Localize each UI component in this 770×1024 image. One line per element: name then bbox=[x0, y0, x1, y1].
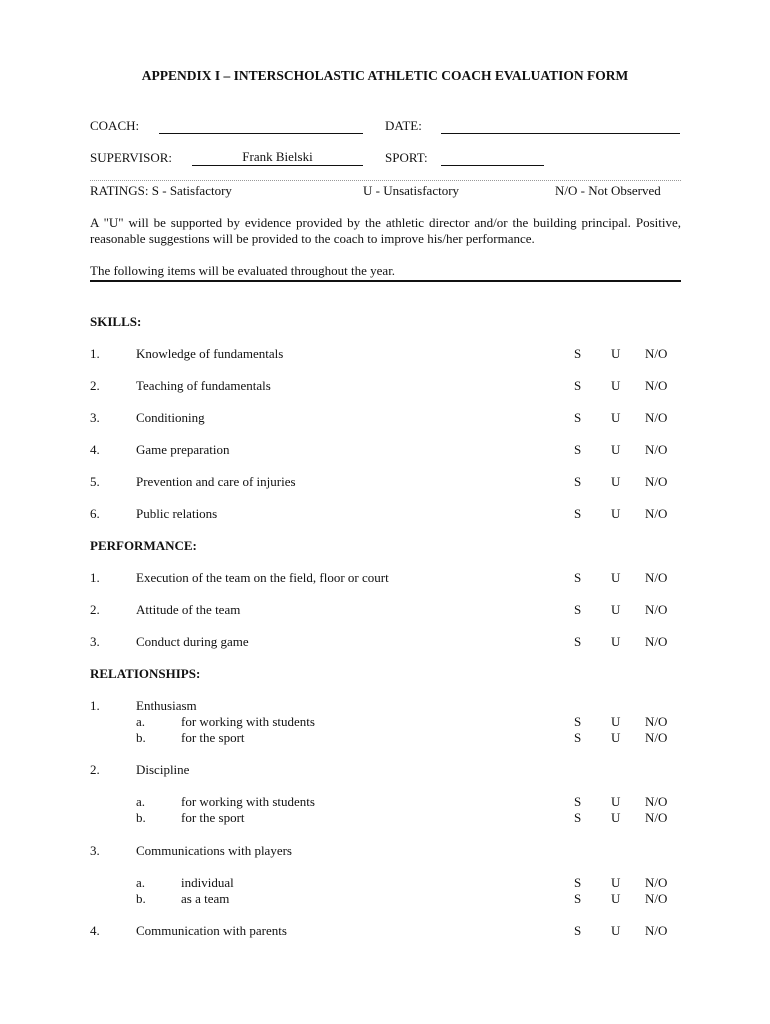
item-number: 2. bbox=[90, 602, 100, 617]
sub-item-letter: a. bbox=[136, 875, 146, 890]
item-number: 5. bbox=[90, 474, 100, 489]
item-label: Knowledge of fundamentals bbox=[136, 346, 284, 361]
rating-s-option[interactable]: S bbox=[574, 891, 582, 906]
sub-item-label: individual bbox=[181, 875, 234, 890]
item-label: Conditioning bbox=[136, 410, 205, 425]
rating-s-option[interactable]: S bbox=[574, 506, 582, 521]
rating-no-option[interactable]: N/O bbox=[645, 875, 668, 890]
sport-field[interactable] bbox=[441, 149, 544, 166]
item-label: Attitude of the team bbox=[136, 602, 241, 617]
rating-no-option[interactable]: N/O bbox=[645, 923, 668, 938]
rating-s-option[interactable]: S bbox=[574, 474, 582, 489]
ratings-legend-no: N/O - Not Observed bbox=[555, 183, 661, 198]
sub-item-label: for working with students bbox=[181, 714, 315, 729]
rating-no-option[interactable]: N/O bbox=[645, 506, 668, 521]
rating-u-option[interactable]: U bbox=[611, 891, 621, 906]
coach-label: COACH: bbox=[90, 118, 140, 133]
rating-u-option[interactable]: U bbox=[611, 634, 621, 649]
rating-no-option[interactable]: N/O bbox=[645, 634, 668, 649]
rating-u-option[interactable]: U bbox=[611, 923, 621, 938]
date-field[interactable] bbox=[441, 117, 680, 134]
rating-u-option[interactable]: U bbox=[611, 506, 621, 521]
rating-no-option[interactable]: N/O bbox=[645, 810, 668, 825]
rating-u-option[interactable]: U bbox=[611, 346, 621, 361]
rating-s-option[interactable]: S bbox=[574, 378, 582, 393]
item-number: 1. bbox=[90, 698, 100, 713]
item-number: 3. bbox=[90, 410, 100, 425]
rating-u-option[interactable]: U bbox=[611, 794, 621, 809]
rating-no-option[interactable]: N/O bbox=[645, 410, 668, 425]
item-label: Conduct during game bbox=[136, 634, 249, 649]
intro-paragraph: A "U" will be supported by evidence provided by the athletic director and/or the building principal. Positive, reasonable suggestions will be provided to the coach to improve his/her performance. bbox=[90, 215, 681, 246]
item-number: 4. bbox=[90, 923, 100, 938]
item-label: Public relations bbox=[136, 506, 218, 521]
rating-u-option[interactable]: U bbox=[611, 602, 621, 617]
rating-s-option[interactable]: S bbox=[574, 634, 582, 649]
rating-no-option[interactable]: N/O bbox=[645, 714, 668, 729]
rating-no-option[interactable]: N/O bbox=[645, 442, 668, 457]
rating-no-option[interactable]: N/O bbox=[645, 570, 668, 585]
sub-item-label: for working with students bbox=[181, 794, 315, 809]
item-number: 3. bbox=[90, 843, 100, 858]
item-number: 2. bbox=[90, 378, 100, 393]
sub-item-letter: b. bbox=[136, 810, 146, 825]
evaluation-note: The following items will be evaluated throughout the year. bbox=[90, 263, 396, 278]
item-number: 2. bbox=[90, 762, 100, 777]
item-label: Discipline bbox=[136, 762, 190, 777]
supervisor-field[interactable]: Frank Bielski bbox=[192, 149, 363, 166]
date-label: DATE: bbox=[385, 118, 422, 133]
sport-label: SPORT: bbox=[385, 150, 428, 165]
rating-s-option[interactable]: S bbox=[574, 442, 582, 457]
item-label: Execution of the team on the field, floor or court bbox=[136, 570, 389, 585]
ratings-legend-u: U - Unsatisfactory bbox=[363, 183, 460, 198]
sub-item-letter: a. bbox=[136, 794, 146, 809]
sub-item-label: for the sport bbox=[181, 810, 245, 825]
item-number: 1. bbox=[90, 346, 100, 361]
rating-no-option[interactable]: N/O bbox=[645, 602, 668, 617]
rating-u-option[interactable]: U bbox=[611, 730, 621, 745]
rating-u-option[interactable]: U bbox=[611, 410, 621, 425]
section-heading-skills: SKILLS: bbox=[90, 314, 142, 329]
rating-no-option[interactable]: N/O bbox=[645, 730, 668, 745]
heavy-rule bbox=[90, 280, 681, 282]
item-number: 1. bbox=[90, 570, 100, 585]
rating-u-option[interactable]: U bbox=[611, 474, 621, 489]
rating-no-option[interactable]: N/O bbox=[645, 346, 668, 361]
sub-item-letter: b. bbox=[136, 891, 146, 906]
rating-s-option[interactable]: S bbox=[574, 570, 582, 585]
item-label: Teaching of fundamentals bbox=[136, 378, 271, 393]
rating-s-option[interactable]: S bbox=[574, 875, 582, 890]
rating-u-option[interactable]: U bbox=[611, 810, 621, 825]
item-label: Communications with players bbox=[136, 843, 292, 858]
section-heading-performance: PERFORMANCE: bbox=[90, 538, 197, 553]
ratings-legend-s: RATINGS: S - Satisfactory bbox=[90, 183, 232, 198]
rating-u-option[interactable]: U bbox=[611, 442, 621, 457]
item-number: 6. bbox=[90, 506, 100, 521]
sub-item-label: for the sport bbox=[181, 730, 245, 745]
form-title: APPENDIX I – INTERSCHOLASTIC ATHLETIC COACH EVALUATION FORM bbox=[141, 68, 629, 83]
sub-item-letter: a. bbox=[136, 714, 146, 729]
rating-s-option[interactable]: S bbox=[574, 923, 582, 938]
rating-s-option[interactable]: S bbox=[574, 730, 582, 745]
item-label: Game preparation bbox=[136, 442, 230, 457]
item-label: Prevention and care of injuries bbox=[136, 474, 296, 489]
dotted-separator bbox=[90, 180, 681, 181]
rating-no-option[interactable]: N/O bbox=[645, 794, 668, 809]
sub-item-label: as a team bbox=[181, 891, 230, 906]
rating-no-option[interactable]: N/O bbox=[645, 378, 668, 393]
coach-field[interactable] bbox=[159, 117, 363, 134]
rating-no-option[interactable]: N/O bbox=[645, 474, 668, 489]
rating-u-option[interactable]: U bbox=[611, 378, 621, 393]
item-number: 4. bbox=[90, 442, 100, 457]
rating-s-option[interactable]: S bbox=[574, 714, 582, 729]
rating-u-option[interactable]: U bbox=[611, 875, 621, 890]
rating-u-option[interactable]: U bbox=[611, 714, 621, 729]
rating-s-option[interactable]: S bbox=[574, 810, 582, 825]
rating-u-option[interactable]: U bbox=[611, 570, 621, 585]
rating-no-option[interactable]: N/O bbox=[645, 891, 668, 906]
sub-item-letter: b. bbox=[136, 730, 146, 745]
rating-s-option[interactable]: S bbox=[574, 410, 582, 425]
rating-s-option[interactable]: S bbox=[574, 346, 582, 361]
item-label: Communication with parents bbox=[136, 923, 287, 938]
rating-s-option[interactable]: S bbox=[574, 602, 582, 617]
item-label: Enthusiasm bbox=[136, 698, 197, 713]
supervisor-label: SUPERVISOR: bbox=[90, 150, 173, 165]
rating-s-option[interactable]: S bbox=[574, 794, 582, 809]
item-number: 3. bbox=[90, 634, 100, 649]
section-heading-relationships: RELATIONSHIPS: bbox=[90, 666, 201, 681]
